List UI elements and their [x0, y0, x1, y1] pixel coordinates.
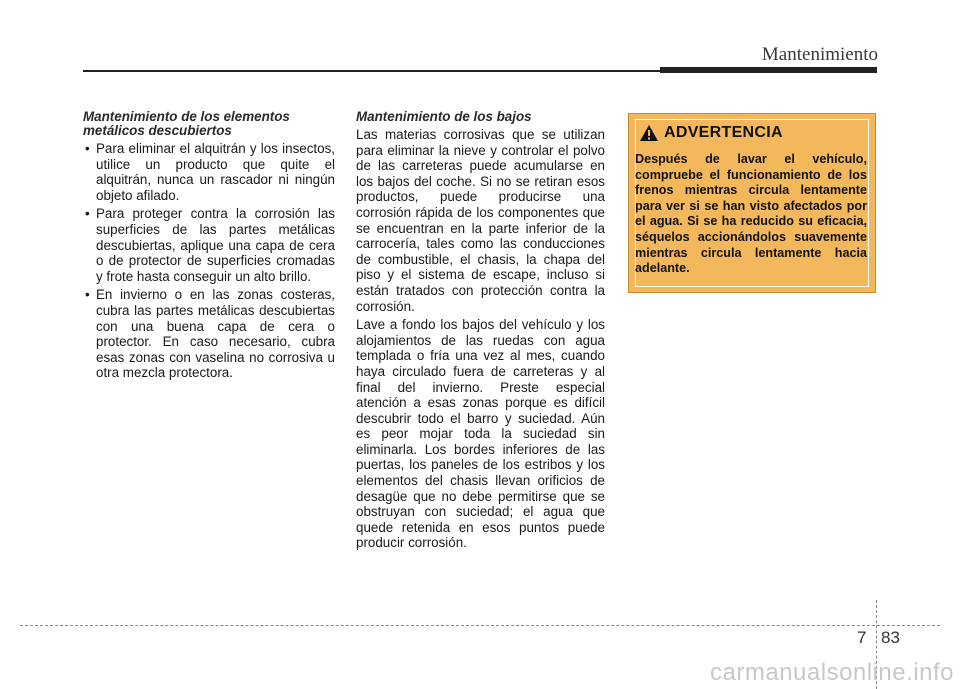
warning-body: Después de lavar el vehículo, compruebe el funcionamiento de los frenos mientras circula lentamente para ver si se han visto afectados por el agua. Si se ha reducido su eficacia, séquelos accionándolos suavemente mientras circula lentamente hacia adelante. [635, 152, 867, 276]
bullet-item: • En invierno o en las zonas costeras, cubra las partes metálicas descubiertas con una buena capa de cera o protector. En caso necesario, cubra esas zonas con vaselina no corrosiva u otra mezcla protectora. [83, 287, 335, 381]
header-rule-accent [660, 67, 877, 73]
page-number: 83 [881, 628, 900, 647]
bullet-item: • Para proteger contra la corrosión las superficies de las partes metálicas descubiertas, aplique una capa de cera o de protector de superficies cromadas y frote hasta conseguir un alto brillo. [83, 206, 335, 284]
header-rule [83, 70, 663, 72]
warning-triangle-icon [639, 124, 659, 142]
section-title-metal-parts [83, 110, 335, 138]
warning-title: ADVERTENCIA [664, 124, 783, 141]
bullet-item: • Para eliminar el alquitrán y los insectos, utilice un producto que quite el alquitrán, nunca un rascador ni ningún objeto afilado. [83, 141, 335, 203]
warning-box [628, 113, 876, 293]
bullet-list [83, 141, 335, 381]
warning-header [639, 124, 783, 142]
chapter-number: 7 [857, 628, 867, 647]
section-header-title: Mantenimiento [761, 44, 878, 65]
section-title-underbody: Mantenimiento de los bajos [356, 109, 532, 124]
left-column [83, 110, 335, 384]
paragraph: Las materias corrosivas que se utilizan para eliminar la nieve y controlar el polvo de las carreteras puede acumularse en los bajos del coche. Si no se retiran esos productos, puede producirse una corrosión rápida de los componentes que se encuentran en la parte inferior de la carrocería, tales como las conducciones de combustible, el chasis, la chapa del piso y el sistema de escape, incluso si están tratados con protección contra la corrosión. [356, 127, 605, 314]
watermark: carmanualsonline.info [710, 659, 954, 686]
middle-column [356, 110, 605, 554]
paragraph: Lave a fondo los bajos del vehículo y los alojamientos de las ruedas con agua templada o fría una vez al mes, cuando haya circulado fuera de carreteras y al final del invierno. Preste especial atención a esas zonas porque es difícil descubrir todo el barro y suciedad. Aún es peor mojar toda la suciedad sin eliminarla. Los bordes inferiores de las puertas, los paneles de los estribos y los elementos del chasis llevan orificios de desagüe que no debe permitirse que se obstruyan con suciedad; el agua que quede retenida en esos puntos puede producir corrosión. [356, 317, 605, 551]
footer-divider [20, 625, 940, 626]
section-title-line-1: Mantenimiento de los elementos [83, 109, 290, 124]
section-title-line-2: metálicos descubiertos [83, 123, 232, 138]
